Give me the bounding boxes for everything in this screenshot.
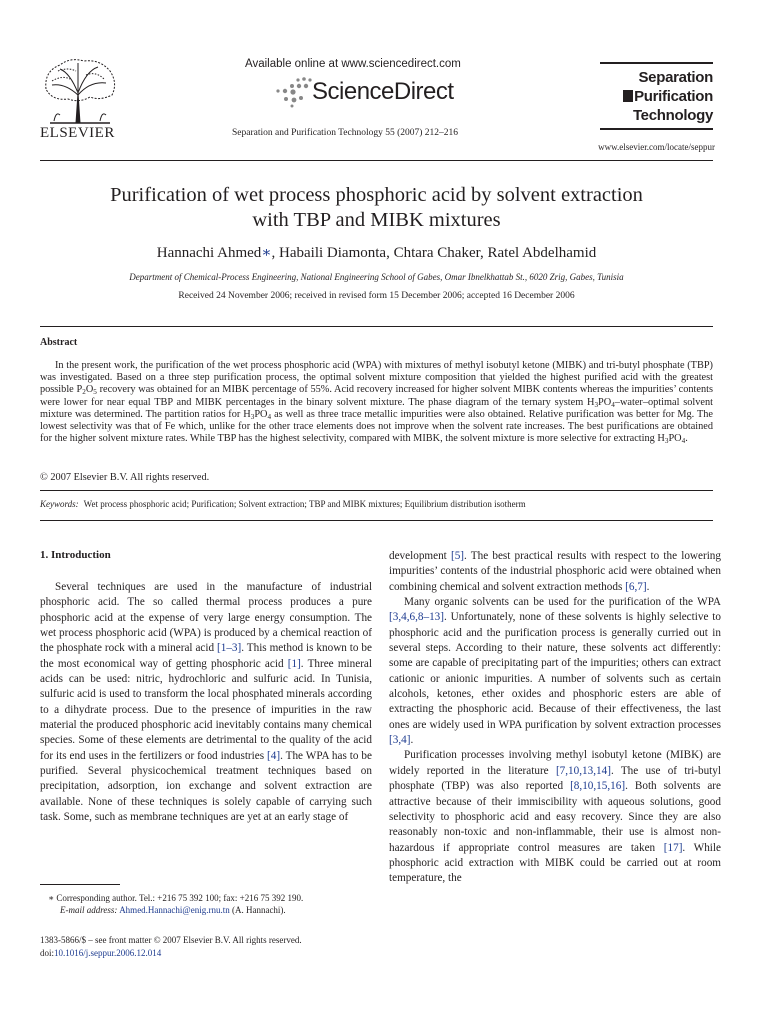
footnote: ∗ Corresponding author. Tel.: +216 75 392 100; fax: +216 75 392 190. E-mail address: Ahmed.Hannachi@enig.rnu.tn (A. Hannachi). <box>48 893 304 915</box>
footnote-divider <box>40 884 120 885</box>
doi-link[interactable]: 10.1016/j.seppur.2006.12.014 <box>54 948 162 958</box>
citation-link[interactable]: [3,4] <box>389 734 411 747</box>
citation-link[interactable]: [7,10,13,14] <box>555 764 611 777</box>
affiliation: Department of Chemical-Process Engineering, National Engineering School of Gabes, Omar Ibnelkhattab St., 6020 Zrig, Gabes, Tunisia <box>129 272 624 282</box>
author-email-link[interactable]: Ahmed.Hannachi@enig.rnu.tn <box>119 905 230 915</box>
header-divider <box>40 160 713 161</box>
corresponding-author-link[interactable]: ∗ <box>261 245 272 261</box>
citation-link[interactable]: [1–3] <box>217 642 242 655</box>
journal-url[interactable]: www.elsevier.com/locate/seppur <box>598 142 715 152</box>
citation-link[interactable]: [1] <box>287 657 301 670</box>
section-heading-introduction: 1. Introduction <box>40 549 111 561</box>
abstract-divider <box>40 326 713 327</box>
journal-logo-rule <box>600 62 713 64</box>
issn-doi: 1383-5866/$ – see front matter © 2007 Elsevier B.V. All rights reserved. doi:10.1016/j.seppur.2006.12.014 <box>40 935 302 958</box>
citation-link[interactable]: [4] <box>267 749 281 762</box>
citation-link[interactable]: [6,7] <box>625 580 647 593</box>
abstract-text: In the present work, the purification of the wet process phosphoric acid (WPA) with mixtures of methyl isobutyl ketone (MIBK) and tri-butyl phosphate (TBP) was investigated. Based on a three step purification process, the optimal solvent mixture composition that yielded the highest purified acid with the greatest possible $P_2O_5$ recovery was obtained for an MIBK percentage of 55%. Acid recovery increased for higher solvent MIBK contents whereas the impurities’ contents were lower for near equal TBP and MIBK percentages in the binary solvent mixture. The phase diagram of the ternary system $H_3PO_4-water$–optimal solvent mixture was determined. The partition ratios for $H_3PO_4$ as well as three trace metallic impurities were also obtained. Relative purification was better for Mg. The lowest selectivity was that of Fe which, unlike for the other trace elements does not improve when the solvent rate increases. The best purifications are obtained for the higher solvent mixture rates. While TBP has the highest selectivity, compared with MIBK, the solvent mixture is more selective for extracting $H_3PO_4$. <box>40 360 713 446</box>
journal-logo-mark <box>623 90 633 102</box>
article-title: Purification of wet process phosphoric acid by solvent extraction with TBP and MIBK mixtures <box>110 184 643 231</box>
sciencedirect-wordmark: ScienceDirect <box>312 78 454 105</box>
keywords: Keywords: Wet process phosphoric acid; Purification; Solvent extraction; TBP and MIBK mixtures; Equilibrium distribution isotherm <box>40 499 526 509</box>
author-list: Hannachi Ahmed∗, Habaili Diamonta, Chtara Chaker, Ratel Abdelhamid <box>156 245 597 261</box>
available-online-text: Available online at www.sciencedirect.com <box>245 58 461 70</box>
body-column-right: development [5]. The best practical results with respect to the lowering impurities’ contents of the industrial phosphoric acid were obtained when combining chemical and solvent extraction methods [6,7]. Many organic solvents can be used for the purification of the WPA [3,4,6,8–13]. Unfortunately, none of these solvents is highly selective to phosphoric acid and the purification process is generally curried out in several steps. According to their nature, these solvents act differently: some are capable of precipitating part of the impurities; others can extract cationic or anionic impurities. A number of solvents such as certain alcohols, ketones, ether oxides and phosphoric esters are able of extracting the phosphoric acid. Because of their effectiveness, the last ones are widely used in WPA purification by solvent extraction processes [3,4]. Purification processes involving methyl isobutyl ketone (MIBK) are widely reported in the literature [7,10,13,14]. The use of tri-butyl phosphate (TBP) was also reported [8,10,15,16]. Both solvents are attractive because of their immiscibility with aqueous solutions, good selectivity to phosphoric acid and easy recovery. Since they are also reasonably non-toxic and non-inflammable, their use is almost non-hazardous if appropriate control measures are taken [17]. While phosphoric acid extraction with MIBK could be carried out at room temperature, the <box>389 550 721 885</box>
abstract-copyright: © 2007 Elsevier B.V. All rights reserved. <box>40 472 210 483</box>
journal-citation: Separation and Purification Technology 55 (2007) 212–216 <box>232 128 459 138</box>
citation-link[interactable]: [17] <box>663 841 683 854</box>
journal-logo: Separation Purification Technology <box>600 68 713 125</box>
body-divider <box>40 520 713 521</box>
elsevier-tree-logo <box>40 55 118 125</box>
citation-link[interactable]: [5] <box>450 550 465 562</box>
body-column-left: Several techniques are used in the manufacture of industrial phosphoric acid. The so called thermal process produces a pure phosphoric acid at the expense of very large energy consumption. The wet process phosphoric acid (WPA) is produced by a chemical reaction of the phosphate rock with a mineral acid [1–3]. This method is known to be the most economical way of getting phosphoric acid [1]. Three mineral acids can be used: nitric, hydrochloric and sulfuric acid. In Tunisia, sulfuric acid is used to transform the local phosphated minerals according to a dihydrate process. Due to the presence of impurities in the raw material the produced phosphoric acid inevitably contains many chemical species. Some of these elements are detrimental to the quality of the acid for its end uses in the fertilizers or food industries [4]. The WPA has to be purified. Several physicochemical treatment techniques based on precipitation, adsorption, ion exchange and solvent extraction are available. None of these techniques is solely capable of carrying such task. Some, such as membrane techniques are yet at an early stage of <box>40 581 372 824</box>
abstract-heading: Abstract <box>40 337 78 348</box>
keywords-divider <box>40 490 713 491</box>
citation-link[interactable]: [3,4,6,8–13] <box>389 611 444 624</box>
journal-logo-rule <box>600 128 713 130</box>
received-dates: Received 24 November 2006; received in revised form 15 December 2006; accepted 16 December 2006 <box>178 291 575 301</box>
citation-link[interactable]: [8,10,15,16] <box>570 780 626 793</box>
publisher-name: ELSEVIER <box>40 125 115 141</box>
